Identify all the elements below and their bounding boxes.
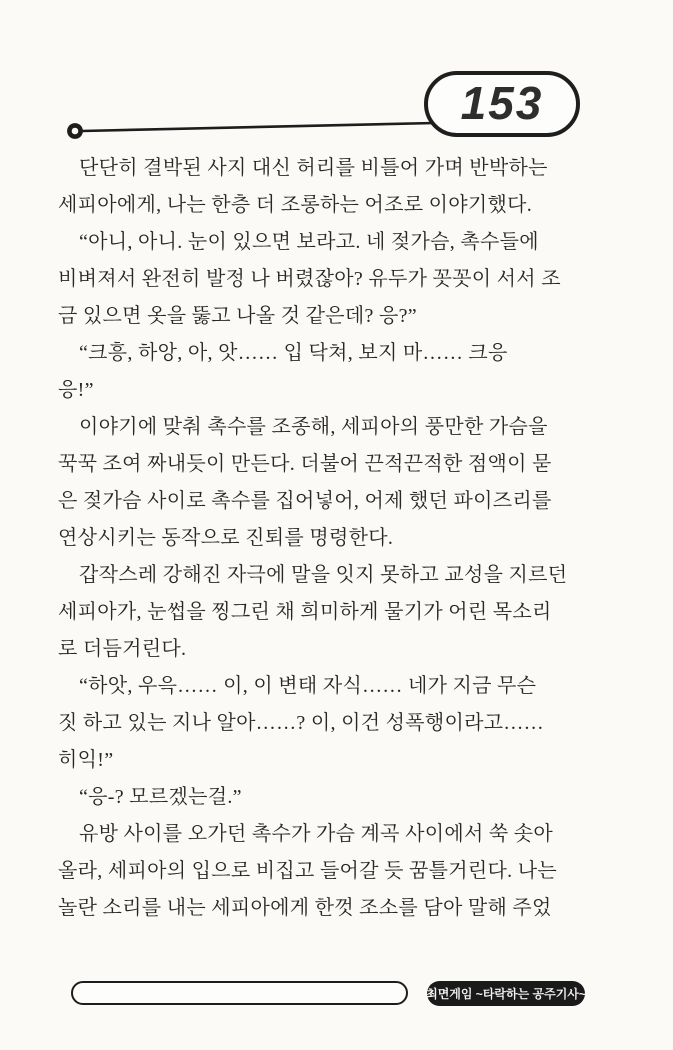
body-text: [58, 150, 618, 927]
text-line: 유방 사이를 오가던 촉수가 가슴 계곡 사이에서 쑥 솟아: [79, 823, 554, 845]
text-line: “크흥, 하앙, 아, 앗…… 입 닥쳐, 보지 마…… 크응: [79, 342, 508, 364]
text-line: 세피아에게, 나는 한층 더 조롱하는 어조로 이야기했다.: [58, 194, 533, 216]
paragraph: [58, 557, 618, 668]
text-line: 올라, 세피아의 입으로 비집고 들어갈 듯 꿈틀거린다. 나는: [58, 860, 557, 882]
text-line: 꾹꾹 조여 짜내듯이 만든다. 더불어 끈적끈적한 점액이 묻: [58, 453, 552, 475]
page-number-badge: [424, 71, 580, 137]
text-line: 놀란 소리를 내는 세피아에게 한껏 조소를 담아 말해 주었: [58, 897, 552, 919]
rule-end-ring-icon: [69, 125, 80, 136]
text-line: 금 있으면 옷을 뚫고 나올 것 같은데? 응?”: [58, 305, 417, 327]
text-line: 단단히 결박된 사지 대신 허리를 비틀어 가며 반박하는: [79, 157, 548, 179]
text-line: “응-? 모르겠는걸.”: [79, 786, 242, 808]
header-rule-line: [58, 110, 443, 146]
paragraph: [58, 779, 618, 816]
paragraph: [58, 150, 618, 224]
text-line: 갑작스레 강해진 자극에 말을 잇지 못하고 교성을 지르던: [79, 564, 568, 586]
page-number: 153: [460, 77, 544, 129]
text-line: 은 젖가슴 사이로 촉수를 집어넣어, 어제 했던 파이즈리를: [58, 490, 552, 512]
paragraph: [58, 668, 618, 779]
paragraph: [58, 224, 618, 335]
text-line: 비벼져서 완전히 발정 나 버렸잖아? 유두가 꼿꼿이 서서 조: [58, 268, 561, 290]
text-line: 세피아가, 눈썹을 찡그린 채 희미하게 물기가 어린 목소리: [58, 601, 552, 623]
text-line: 히익!”: [58, 749, 114, 771]
series-title-badge: 최면게임 ~타락하는 공주기사~: [427, 981, 585, 1006]
text-line: “아니, 아니. 눈이 있으면 보라고. 네 젖가슴, 촉수들에: [79, 231, 539, 253]
text-line: 로 더듬거린다.: [58, 638, 187, 660]
text-line: 이야기에 맞춰 촉수를 조종해, 세피아의 풍만한 가슴을: [79, 416, 548, 438]
text-line: 응!”: [58, 379, 94, 401]
paragraph: [58, 816, 618, 927]
text-line: 연상시키는 동작으로 진퇴를 명령한다.: [58, 527, 394, 549]
text-line: “하앗, 우윽…… 이, 이 변태 자식…… 네가 지금 무슨: [79, 675, 537, 697]
paragraph: [58, 409, 618, 557]
footer-rule-capsule: [71, 981, 408, 1005]
paragraph: [58, 335, 618, 409]
text-line: 짓 하고 있는 지나 알아……? 이, 이건 성폭행이라고……: [58, 712, 544, 734]
rule-line: [82, 123, 435, 131]
